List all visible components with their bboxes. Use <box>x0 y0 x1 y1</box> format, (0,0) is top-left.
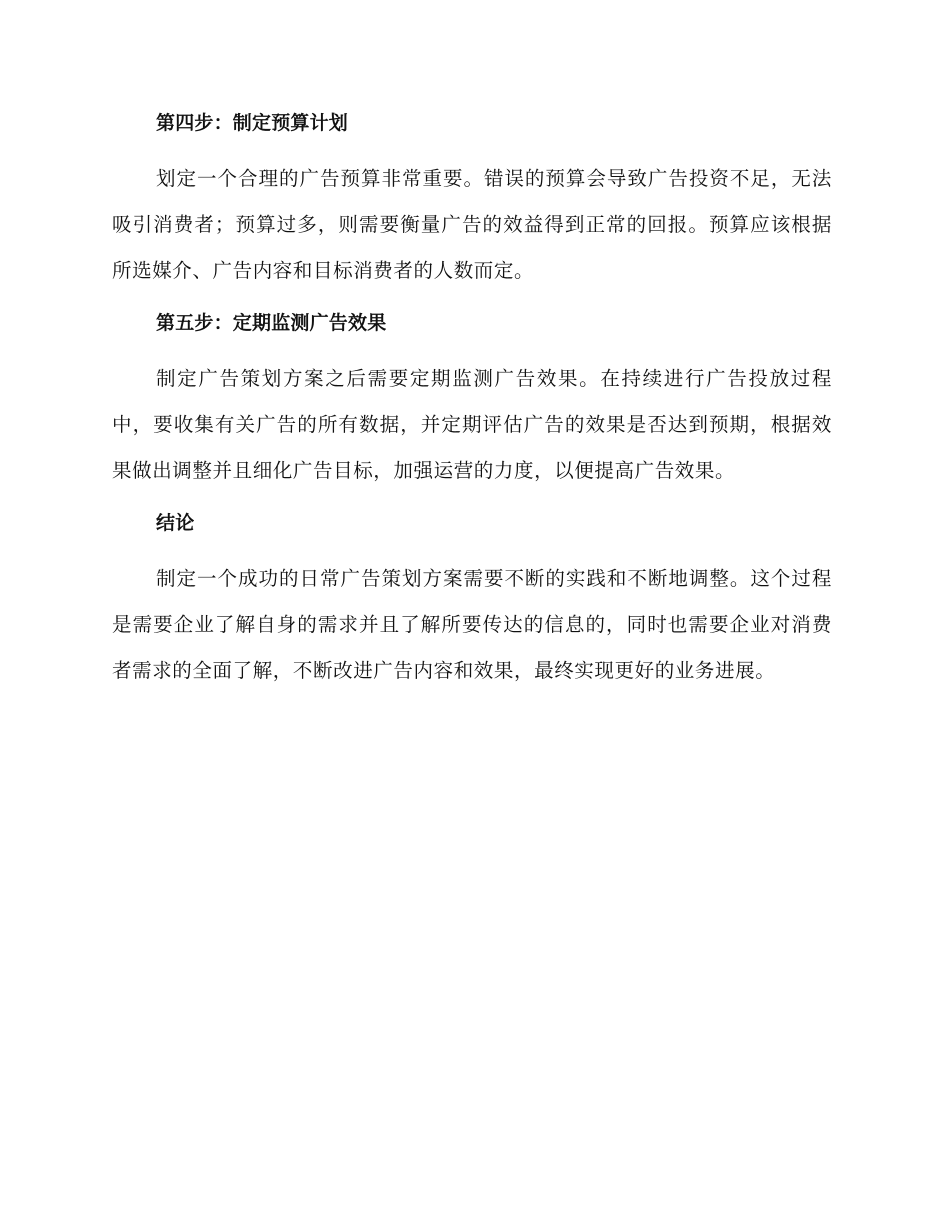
section-conclusion <box>112 508 832 694</box>
section-monitor-effect <box>112 308 832 494</box>
section-heading: 第五步：定期监测广告效果 <box>156 312 387 334</box>
section-paragraph: 制定广告策划方案之后需要定期监测广告效果。在持续进行广告投放过程中，要收集有关广告的所有数据，并定期评估广告的效果是否达到预期，根据效果做出调整并且细化广告目标，加强运营的力度，以便提高广告效果。 <box>112 367 832 482</box>
section-heading: 第四步：制定预算计划 <box>156 112 349 134</box>
section-budget-plan <box>112 108 832 294</box>
document-page <box>112 108 832 708</box>
section-heading: 结论 <box>156 512 195 534</box>
section-paragraph: 制定一个成功的日常广告策划方案需要不断的实践和不断地调整。这个过程是需要企业了解自身的需求并且了解所要传达的信息的，同时也需要企业对消费者需求的全面了解，不断改进广告内容和效果，最终实现更好的业务进展。 <box>112 567 832 682</box>
section-paragraph: 划定一个合理的广告预算非常重要。错误的预算会导致广告投资不足，无法吸引消费者；预算过多，则需要衡量广告的效益得到正常的回报。预算应该根据所选媒介、广告内容和目标消费者的人数而定。 <box>112 167 832 282</box>
